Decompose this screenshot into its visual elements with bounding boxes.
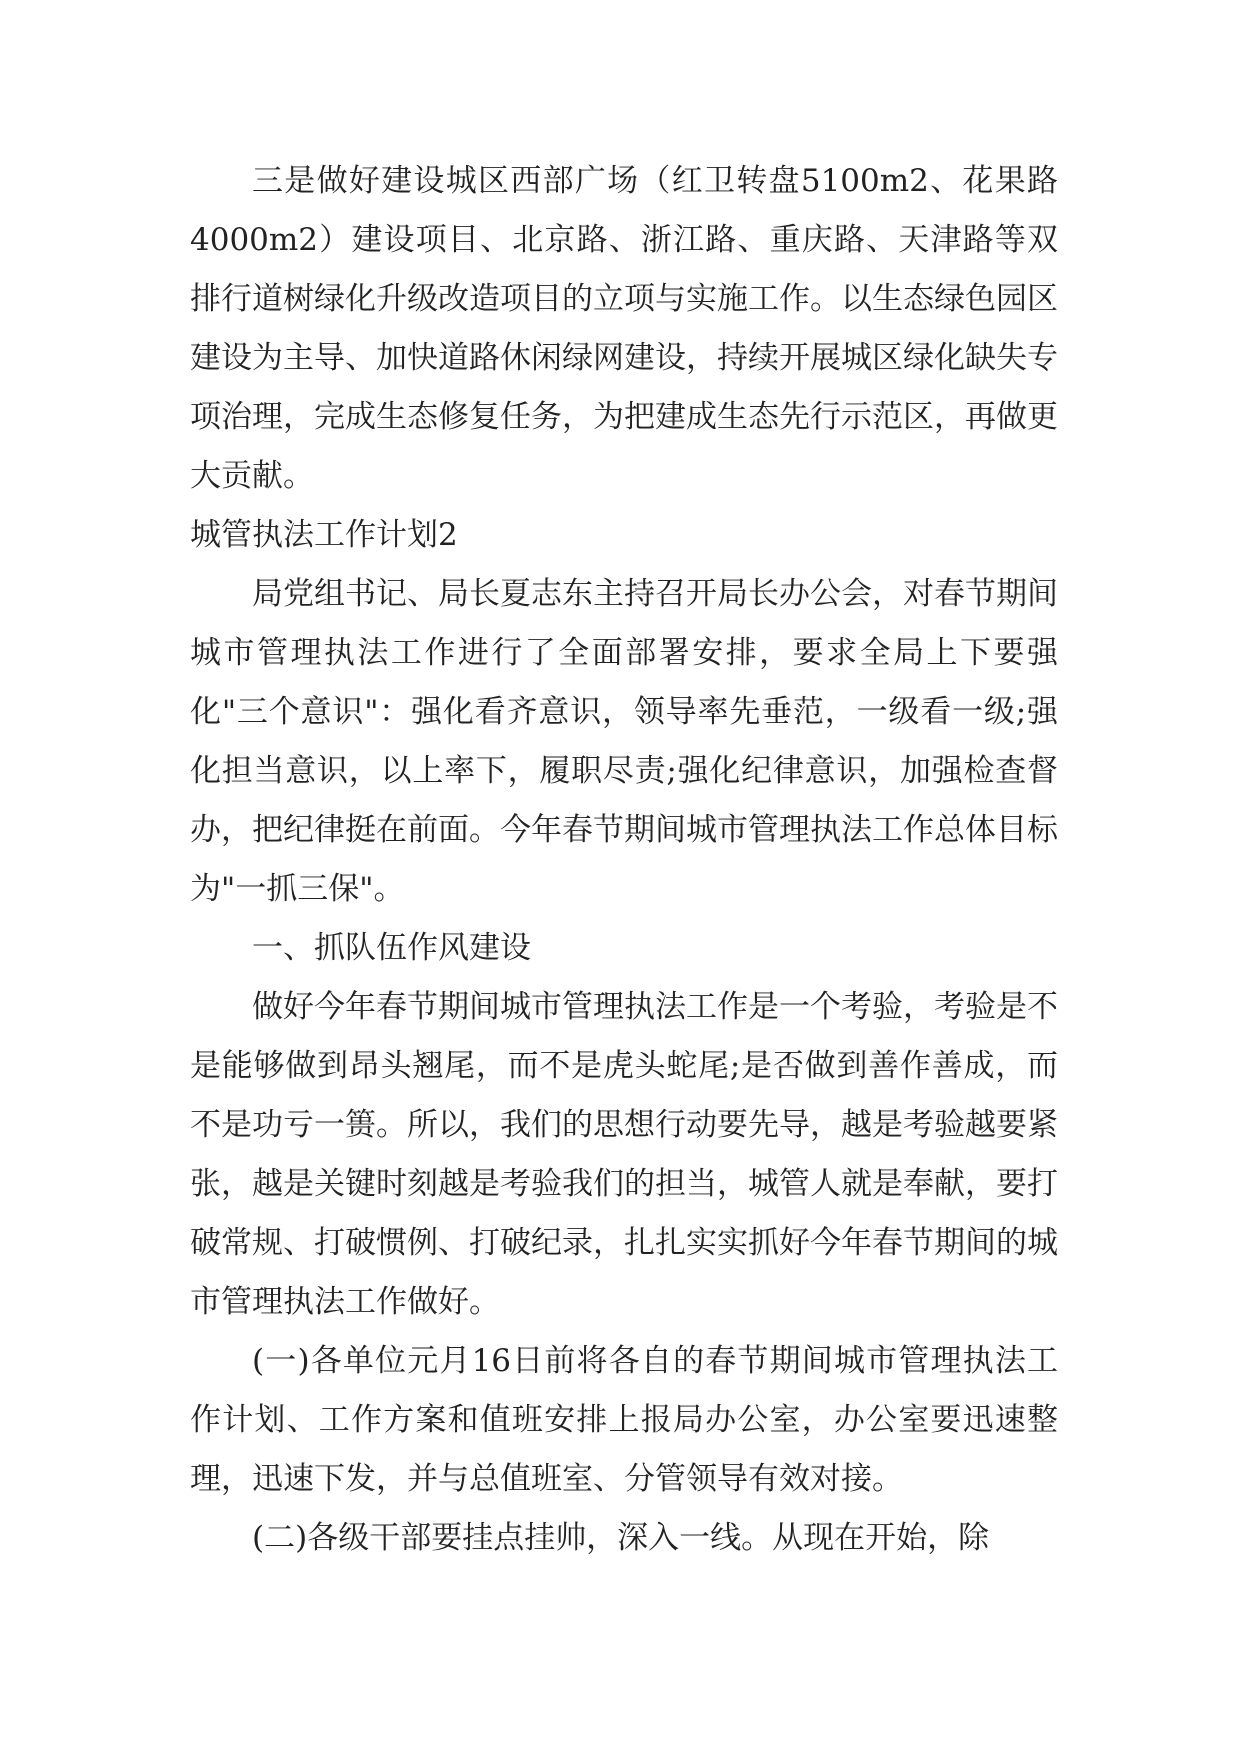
subheading-team-style: 一、抓队伍作风建设 — [252, 930, 531, 966]
section-title: 城管执法工作计划2 — [190, 517, 458, 553]
paragraph-item-two: (二)各级干部要挂点挂帅，深入一线。从现在开始，除 — [252, 1520, 990, 1556]
paragraph-western-square: 三是做好建设城区西部广场（红卫转盘5100m2、花果路4000m2）建设项目、北京路、浙江路、重庆路、天津路等双排行道树绿化升级改造项目的立项与实施工作。以生态绿色园区建设为主导、加快道路休闲绿网建设，持续开展城区绿化缺失专项治理，完成生态修复任务，为把建成生态先行示范区，再做更大贡献。 — [190, 163, 1058, 494]
paragraph-item-one: (一)各单位元月16日前将各自的春节期间城市管理执法工作计划、工作方案和值班安排上报局办公室，办公室要迅速整理，迅速下发，并与总值班室、分管领导有效对接。 — [190, 1343, 1058, 1497]
document-body — [190, 152, 1058, 1568]
paragraph-test-of-work: 做好今年春节期间城市管理执法工作是一个考验，考验是不是能够做到昂头翘尾，而不是虎头蛇尾;是否做到善作善成，而不是功亏一篑。所以，我们的思想行动要先导，越是考验越要紧张，越是关键时刻越是考验我们的担当，城管人就是奉献，要打破常规、打破惯例、打破纪录，扎扎实实抓好今年春节期间的城市管理执法工作做好。 — [190, 989, 1058, 1320]
paragraph-office-meeting: 局党组书记、局长夏志东主持召开局长办公会，对春节期间城市管理执法工作进行了全面部署安排，要求全局上下要强化"三个意识"：强化看齐意识，领导率先垂范，一级看一级;强化担当意识，以上率下，履职尽责;强化纪律意识，加强检查督办，把纪律挺在前面。今年春节期间城市管理执法工作总体目标为"一抓三保"。 — [190, 576, 1058, 907]
